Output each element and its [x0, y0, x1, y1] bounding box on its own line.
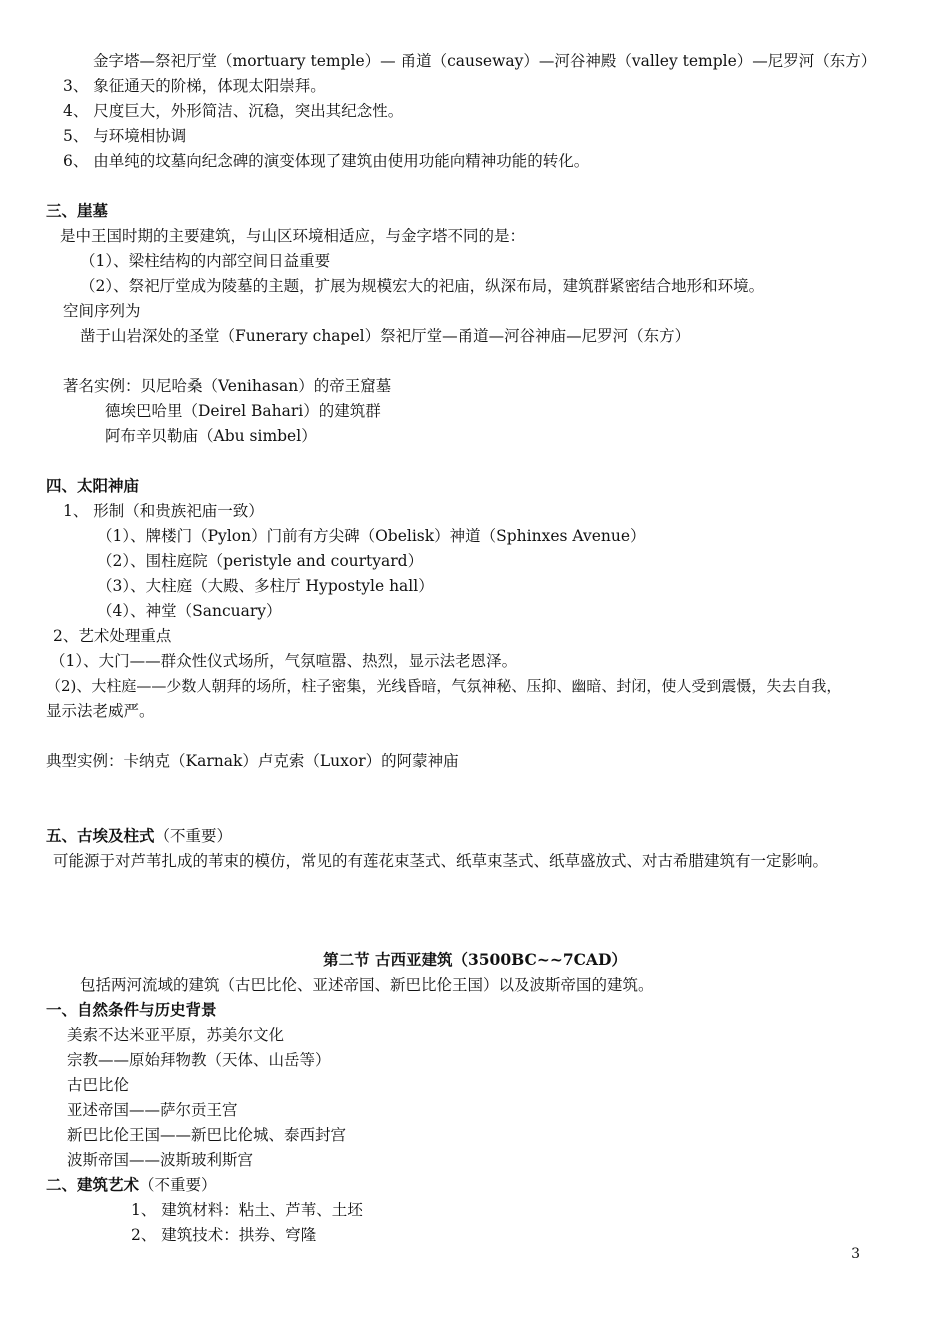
- paragraph: 阿布辛贝勒庙（Abu simbel）: [105, 427, 317, 445]
- list-item: 波斯帝国——波斯玻利斯宫: [67, 1151, 254, 1169]
- list-item: （1）、牌楼门（Pylon）门前有方尖碑（Obelisk）神道（Sphinxes Avenue）: [97, 527, 646, 545]
- list-item: 2、 建筑技术：拱券、穹隆: [131, 1226, 317, 1244]
- chapter-section-title: 第二节 古西亚建筑（3500BC~~7CAD）: [323, 950, 627, 969]
- list-item: 3、 象征通天的阶梯，体现太阳崇拜。: [63, 77, 326, 95]
- paragraph: 空间序列为: [63, 302, 141, 320]
- section-heading-sun-temple: 四、太阳神庙: [46, 476, 140, 495]
- list-item: 新巴比伦王国——新巴比伦城、泰西封宫: [67, 1126, 347, 1144]
- heading-note: （不重要）: [139, 1176, 217, 1194]
- list-item: （3）、大柱庭（大殿、多柱厅 Hypostyle hall）: [97, 577, 434, 595]
- paragraph: 是中王国时期的主要建筑，与山区环境相适应，与金字塔不同的是：: [60, 227, 526, 245]
- list-item: （1）、梁柱结构的内部空间日益重要: [80, 252, 331, 270]
- list-item: 亚述帝国——萨尔贡王宫: [67, 1101, 238, 1119]
- paragraph: 可能源于对芦苇扎成的苇束的模仿，常见的有莲花束茎式、纸草束茎式、纸草盛放式、对古希腊建筑有一定影响。: [53, 852, 829, 870]
- list-item: 宗教——原始拜物教（天体、山岳等）: [67, 1051, 331, 1069]
- list-item: （4）、神堂（Sancuary）: [97, 602, 282, 620]
- page-number: 3: [851, 1246, 860, 1262]
- paragraph: 包括两河流域的建筑（古巴比伦、亚述帝国、新巴比伦王国）以及波斯帝国的建筑。: [80, 976, 654, 994]
- list-item: （2）、祭祀厅堂成为陵墓的主题，扩展为规模宏大的祀庙，纵深布局，建筑群紧密结合地形和环境。: [80, 277, 765, 295]
- list-item: 1、 建筑材料：粘土、芦苇、土坯: [131, 1201, 363, 1219]
- section-heading-columns: [46, 826, 232, 846]
- list-item: 4、 尺度巨大，外形简洁、沉稳，突出其纪念性。: [63, 102, 404, 120]
- paragraph: 凿于山岩深处的圣堂（Funerary chapel）祭祀厅堂—甬道—河谷神庙—尼罗河（东方）: [80, 327, 691, 345]
- list-item: 6、 由单纯的坟墓向纪念碑的演变体现了建筑由使用功能向精神功能的转化。: [63, 152, 590, 170]
- heading-note: （不重要）: [154, 827, 233, 845]
- paragraph: 著名实例：贝尼哈桑（Venihasan）的帝王窟墓: [63, 377, 392, 395]
- section-heading-architecture-art: [46, 1175, 217, 1195]
- list-item: （2）、围柱庭院（peristyle and courtyard）: [97, 552, 424, 570]
- heading-text: 二、建筑艺术: [46, 1175, 140, 1194]
- pyramid-sequence-line: 金字塔—祭祀厅堂（mortuary temple）— 甬道（causeway）—河谷神殿（valley temple）—尼罗河（东方）: [93, 52, 877, 70]
- list-item: 5、 与环境相协调: [63, 127, 187, 145]
- heading-text: 五、古埃及柱式: [46, 826, 155, 845]
- list-item: 2、艺术处理重点: [53, 627, 172, 645]
- list-item: 美索不达米亚平原，苏美尔文化: [67, 1026, 285, 1044]
- paragraph: 显示法老威严。: [46, 702, 155, 720]
- section-heading-cliff-tombs: 三、崖墓: [46, 201, 109, 220]
- list-item: 1、 形制（和贵族祀庙一致）: [63, 502, 264, 520]
- list-item: （1）、大门——群众性仪式场所，气氛喧嚣、热烈，显示法老恩泽。: [50, 652, 518, 670]
- section-heading-background: 一、自然条件与历史背景: [46, 1000, 217, 1019]
- paragraph: 德埃巴哈里（Deirel Bahari）的建筑群: [105, 402, 381, 420]
- list-item: （2)、大柱庭——少数人朝拜的场所，柱子密集，光线昏暗，气氛神秘、压抑、幽暗、封闭，使人受到震慑，失去自我，: [46, 677, 842, 695]
- list-item: 古巴比伦: [67, 1076, 130, 1094]
- paragraph: 典型实例：卡纳克（Karnak）卢克索（Luxor）的阿蒙神庙: [46, 752, 459, 770]
